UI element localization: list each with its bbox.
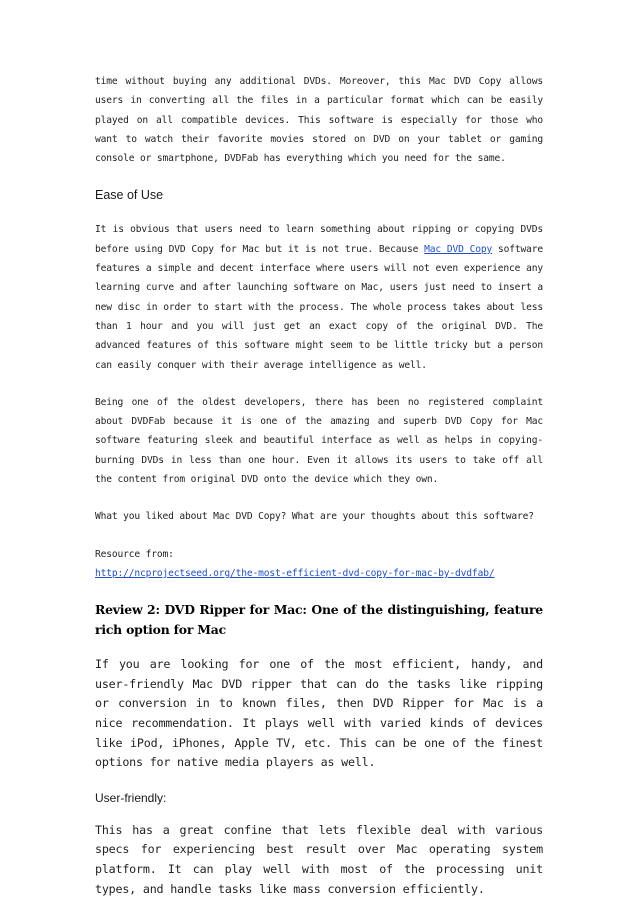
resource-block <box>95 545 543 584</box>
resource-label: Resource from: <box>95 548 174 560</box>
intro-paragraph: time without buying any additional DVDs. Moreover, this Mac DVD Copy allows users in converting all the files in a particular format which can be easily played on all compatible devices. This software is especially for those who want to watch their favorite movies stored on DVD on your tablet or gaming console or smartphone, DVDFab has everything which you need for the same. <box>95 76 543 165</box>
question-paragraph: What you liked about Mac DVD Copy? What are your thoughts about this software? <box>95 511 534 523</box>
user-friendly-paragraph: This has a great confine that lets flexible deal with various specs for experiencing best result over Mac operating system platform. It can play well with most of the processing unit types, and handle tasks like mass conversion efficiently. <box>95 822 543 896</box>
ease-text-after-link: software features a simple and decent interface where users will not even experience any learning curve and after launching software on Mac, users just need to insert a new disc in order to start with the process. The whole process takes about less than 1 hour and you will just get an exact copy of the original DVD. The advanced features of this software might seem to be little tricky but a person can easily conquer with their average intelligence as well. <box>95 243 543 371</box>
ease-text-before-link: It is obvious that users need to learn something about ripping or copying DVDs before using DVD Copy for Mac but it is not true. Because <box>95 224 543 255</box>
developer-paragraph: Being one of the oldest developers, there has been no registered complaint about DVDFab because it is one of the amazing and superb DVD Copy for Mac software featuring sleek and beautiful interface as well as helps in copying-burning DVDs in less than one hour. Even it allows its users to take off all the content from original DVD onto the device which they own. <box>95 396 543 486</box>
resource-url-link[interactable]: http://ncprojectseed.org/the-most-efficient-dvd-copy-for-mac-by-dvdfab/ <box>95 567 495 579</box>
review-2-paragraph: If you are looking for one of the most efficient, handy, and user-friendly Mac DVD ripper that can do the tasks like ripping or conversion in to known files, then DVD Ripper for Mac is a nice recommendation. It plays well with varied kinds of devices like iPod, iPhones, Apple TV, etc. This can be one of the finest options for native media players as well. <box>95 657 543 770</box>
review-2-heading: Review 2: DVD Ripper for Mac: One of the distinguishing, feature rich option for Mac <box>95 602 543 638</box>
ease-of-use-heading: Ease of Use <box>95 188 164 203</box>
mac-dvd-copy-link[interactable]: Mac DVD Copy <box>424 243 493 255</box>
user-friendly-heading: User-friendly: <box>95 790 167 805</box>
ease-of-use-paragraph <box>95 220 543 374</box>
